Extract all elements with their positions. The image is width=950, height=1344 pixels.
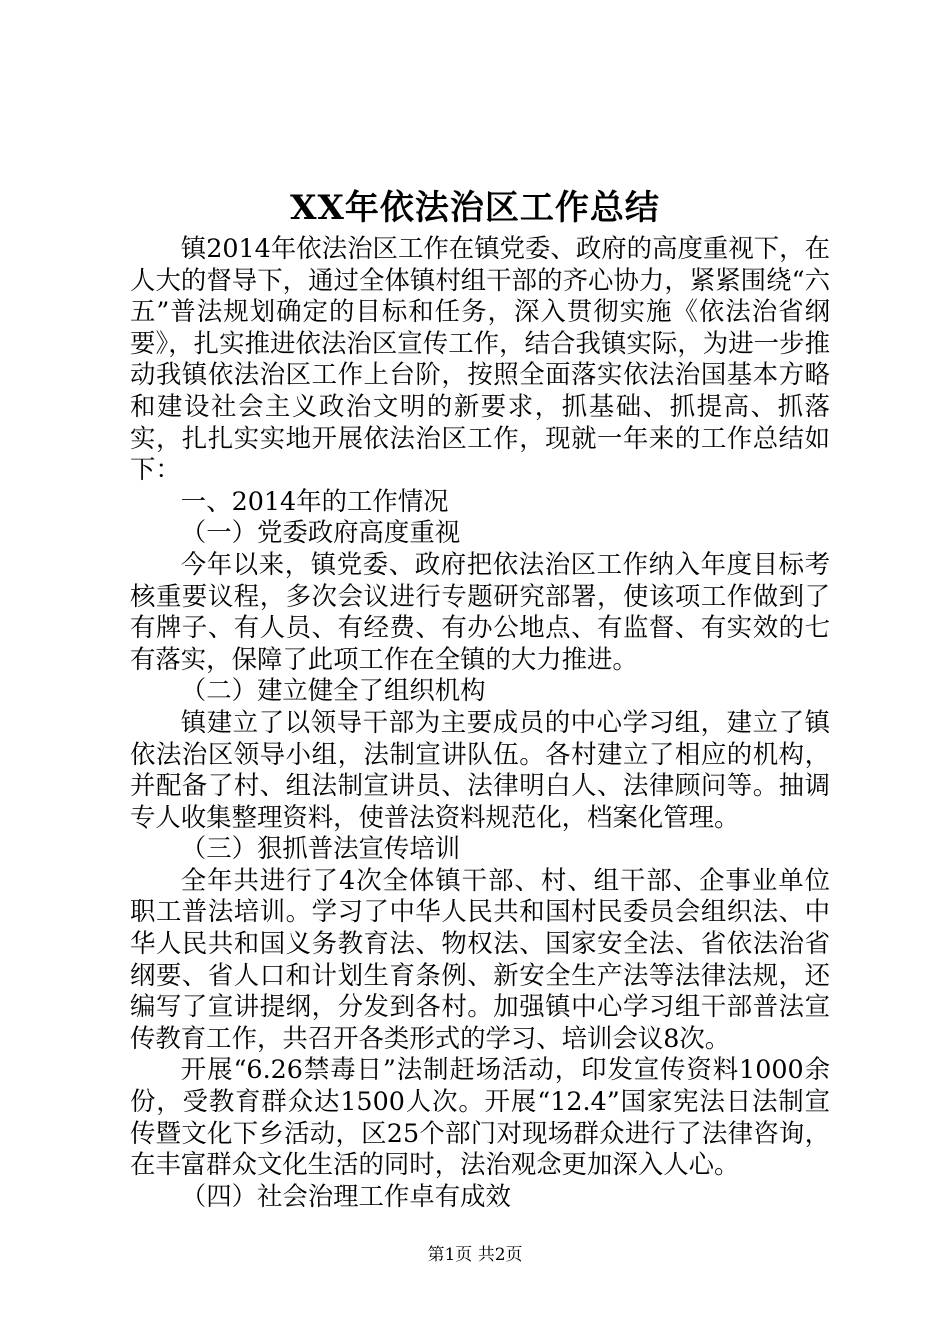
section-heading-work-status: 一、2014年的工作情况 <box>180 485 449 516</box>
body-paragraph-4: 开展“6.26禁毒日”法制赶场活动，印发宣传资料1000余份，受教育群众达1500人次。开展“12.4”国家宪法日法制宣传暨文化下乡活动，区25个部门对现场群众进行了法律咨询，在丰富群众文化生活的同时，法治观念更加深入人心。 <box>130 1054 830 1180</box>
body-paragraph-3: 全年共进行了4次全体镇干部、村、组干部、企事业单位职工普法培训。学习了中华人民共和国村民委员会组织法、中华人民共和国义务教育法、物权法、国家安全法、省依法治省纲要、省人口和计划生育条例、新安全生产法等法律法规，还编写了宣讲提纲，分发到各村。加强镇中心学习组干部普法宣传教育工作，共召开各类形式的学习、培训会议8次。 <box>130 864 830 1053</box>
subsection-heading-1: （一）党委政府高度重视 <box>180 517 461 548</box>
body-paragraph-1: 今年以来，镇党委、政府把依法治区工作纳入年度目标考核重要议程，多次会议进行专题研究部署，使该项工作做到了有牌子、有人员、有经费、有办公地点、有监督、有实效的七有落实，保障了此项工作在全镇的大力推进。 <box>130 548 830 674</box>
subsection-heading-4: （四）社会治理工作卓有成效 <box>180 1180 511 1211</box>
intro-paragraph: 镇2014年依法治区工作在镇党委、政府的高度重视下，在人大的督导下，通过全体镇村组干部的齐心协力，紧紧围绕“六五”普法规划确定的目标和任务，深入贯彻实施《依法治省纲要》，扎实推进依法治区宣传工作，结合我镇实际，为进一步推动我镇依法治区工作上台阶，按照全面落实依法治国基本方略和建设社会主义政治文明的新要求，抓基础、抓提高、抓落实，扎扎实实地开展依法治区工作，现就一年来的工作总结如下： <box>130 233 830 485</box>
page-number-footer: 第1页 共2页 <box>427 1245 523 1265</box>
body-paragraph-2: 镇建立了以领导干部为主要成员的中心学习组，建立了镇依法治区领导小组，法制宣讲队伍。各村建立了相应的机构，并配备了村、组法制宣讲员、法律明白人、法律顾问等。抽调专人收集整理资料，使普法资料规范化，档案化管理。 <box>130 706 830 832</box>
subsection-heading-2: （二）建立健全了组织机构 <box>180 675 486 706</box>
subsection-heading-3: （三）狠抓普法宣传培训 <box>180 833 461 864</box>
document-title: XX年依法治区工作总结 <box>290 188 660 228</box>
document-body <box>130 233 830 1212</box>
